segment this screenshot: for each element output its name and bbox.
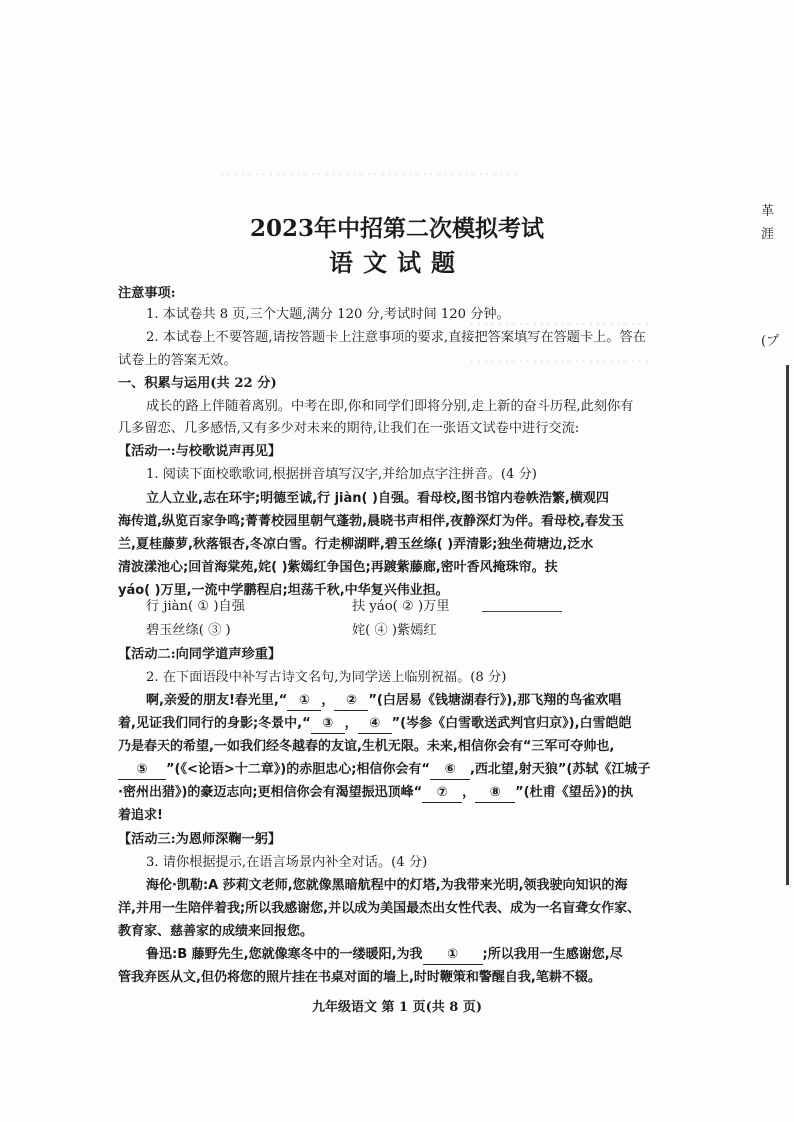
exam-subtitle: 语文试题 [329,248,465,277]
answer-line [482,611,562,612]
blank-7[interactable]: ⑦ [422,784,462,803]
poem-line: 乃是春天的希望,一如我们经冬越春的友谊,生机无限。未来,相信你会有“三军可夺帅也, [118,739,615,754]
activity-heading: 【活动二:向同学道声珍重】 [118,647,282,662]
blank-6[interactable]: ⑥ [430,761,470,780]
dialogue-line: 洋,并用一生陪伴着我;所以我感谢您,并以成为美国最杰出女性代表、成为一名盲聋女作家、 [118,901,641,916]
bleed-through-text: · · · · · · · · · · · · · · · · · · · · · · · · · · [470,355,649,368]
dialogue-line: 海伦·凯勒:A 莎莉文老师,您就像黑暗航程中的灯塔,为我带来光明,领我驶向知识的海 [146,878,628,893]
intro-text: 成长的路上伴随着离别。中考在即,你和同学们即将分别,走上新的奋斗历程,此刻你有 [146,399,634,414]
activity-heading: 【活动一:与校歌说声再见】 [118,444,282,459]
notice-item: 试卷上的答案无效。 [118,353,237,368]
poem-line: ·密州出猎》)的豪迈志向;更相信你会有渴望振迅顶峰“ ⑦ ， ⑧ ”(杜甫《望岳》)的执 [118,784,633,803]
poem-line: ⑤ ”(《<论语>十二章》)的赤胆忠心;相信你会有“ ⑥ ,西北望,射天狼”(苏轼《江城子 [118,761,650,780]
section-heading: 一、积累与运用(共 22 分) [118,376,277,391]
question-2: 2. 在下面语段中补写古诗文名句,为同学送上临别祝福。(8 分) [146,670,507,685]
answer-slot-2[interactable]: 扶 yáo( ② )万里 [352,599,450,614]
answer-slot-3[interactable]: 碧玉丝绦( ③ ) [146,623,231,638]
intro-text: 几多留恋、几多感悟,又有多少对未来的期待,让我们在一张语文试卷中进行交流: [118,421,580,436]
poem-line: 着追求! [118,808,163,823]
answer-slot-1[interactable]: 行 jiàn( ① )自强 [146,599,245,614]
page-footer: 九年级语文 第 1 页(共 8 页) [311,1000,483,1015]
answer-slot-4[interactable]: 姹( ④ )紫嫣红 [352,623,437,638]
edge-char: (プ [761,334,780,349]
question-3: 3. 请你根据提示,在语言场景内补全对话。(4 分) [146,855,428,870]
blank-2[interactable]: ② [334,692,368,711]
lyrics-line: yáo( )万里,一流中学鹏程启;坦荡千秋,中华复兴伟业担。 [118,583,449,598]
exam-title: 2023年中招第二次模拟考试 [249,215,544,242]
notice-heading: 注意事项: [118,286,176,301]
poem-line: 着,见证我们同行的身影;冬景中,“ ③ ， ④ ”(岑参《白雪歌送武判官归京》),白雪皑皑 [118,715,632,734]
edge-char: 涯 [761,227,775,242]
dialogue-line: 教育家、慈善家的成绩来回报您。 [118,924,314,939]
lyrics-line: 清波漾池心;回首海棠苑,姹( )紫嫣红争国色;再踱紫藤廊,密叶香风掩珠帘。扶 [118,560,558,575]
blank-8[interactable]: ⑧ [475,784,515,803]
edge-bar [786,365,789,885]
blank-5[interactable]: ⑤ [118,761,166,780]
blank-4[interactable]: ④ [358,715,392,734]
blank-1[interactable]: ① [287,692,321,711]
notice-item: 1. 本试卷共 8 页,三个大题,满分 120 分,考试时间 120 分钟。 [146,307,510,322]
lyrics-line: 立人立业,志在环宇;明德至诚,行 jiàn( )自强。看母校,图书馆内卷帙浩繁,横观四 [146,491,609,506]
dialogue-line: 鲁迅:B 藤野先生,您就像寒冬中的一缕暖阳,为我 ① ;所以我用一生感谢您,尽 [146,946,623,965]
bleed-through-text: · · · · · · · · · · · · · · · · · · · · · · · · · · · · · · · · · · · · · · · · · · · [220,168,518,181]
poem-line: 啊,亲爱的朋友!春光里,“ ① ， ② ”(白居易《钱塘湖春行》),那飞翔的鸟雀欢唱 [146,692,621,711]
activity-heading: 【活动三:为恩师深鞠一躬】 [118,832,282,847]
adjacent-page-edge [755,185,794,905]
lyrics-line: 兰,夏桂藤萝,秋落银杏,冬凉白雪。行走柳湖畔,碧玉丝绦( )弄清影;独坐荷塘边,泛水 [118,537,594,552]
blank-3[interactable]: ③ [311,715,345,734]
notice-item: 2. 本试卷上不要答题,请按答题卡上注意事项的要求,直接把答案填写在答题卡上。答在 [146,330,646,345]
bleed-through-text: · · · · · · · · · · · · · · · · · · · · · · · · · · [470,318,649,331]
edge-char: 革 [761,204,775,219]
lyrics-line: 海传道,纵览百家争鸣;菁菁校园里朝气蓬勃,晨晓书声相伴,夜静深灯为伴。看母校,春发玉 [118,514,624,529]
blank-dialogue[interactable]: ① [423,946,483,965]
dialogue-line: 管我弃医从文,但仍将您的照片挂在书桌对面的墙上,时时鞭策和警醒自我,笔耕不辍。 [118,970,601,985]
question-1: 1. 阅读下面校歌歌词,根据拼音填写汉字,并给加点字注拼音。(4 分) [146,467,537,482]
